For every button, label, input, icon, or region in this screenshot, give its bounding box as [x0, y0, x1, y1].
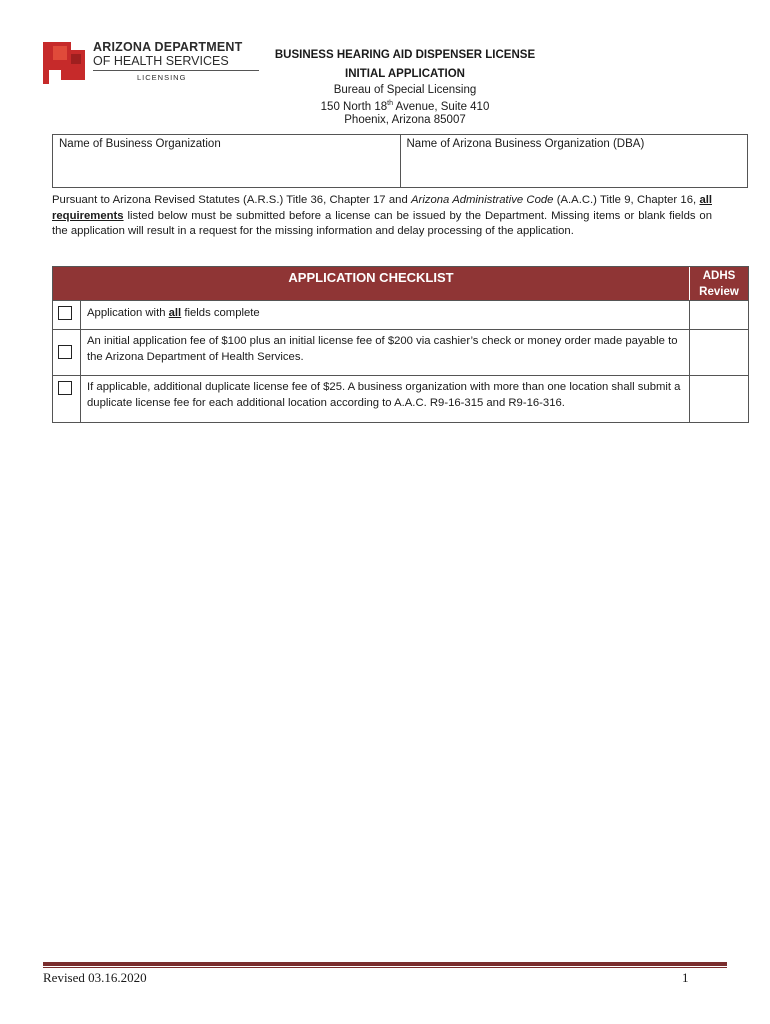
checklist-title: APPLICATION CHECKLIST [53, 267, 690, 300]
street-address-post: Avenue, Suite 410 [393, 100, 490, 113]
item-1-post: fields complete [181, 307, 260, 319]
checklist-checkbox-cell [53, 330, 81, 375]
footer-divider [43, 962, 727, 966]
city-address: Phoenix, Arizona 85007 [344, 113, 466, 126]
adhs-logo-mark-icon [41, 40, 87, 84]
item-1-bold: all [168, 307, 182, 319]
logo-line-1: ARIZONA DEPARTMENT [93, 40, 243, 54]
intro-emphasis: all requirements [52, 194, 712, 222]
checkbox[interactable] [58, 381, 72, 395]
street-address-sup: th [387, 100, 393, 107]
logo-divider [93, 70, 259, 71]
checklist-item-text: If applicable, additional duplicate license fee of $25. A business organization with more than one location shall submit a duplicate license fee for each additional location according to A.A.C. R9-16-315 and R9-16-316. [81, 376, 690, 422]
adhs-review-cell[interactable] [690, 376, 748, 422]
business-name-table [52, 134, 748, 188]
business-name-field[interactable] [53, 135, 400, 187]
street-address-pre: 150 North 18 [320, 100, 388, 113]
checklist-row [53, 376, 748, 422]
adhs-review-header-line2: Review [699, 286, 739, 298]
business-name-label: Name of Business Organization [59, 138, 221, 150]
intro-italic: Arizona Administrative Code [411, 194, 554, 206]
street-address [240, 97, 570, 114]
revision-date: Revised 03.16.2020 [43, 970, 147, 985]
intro-paragraph [52, 193, 712, 240]
checklist-row [53, 330, 748, 376]
bureau-name: Bureau of Special Licensing [333, 84, 477, 96]
adhs-logo [41, 40, 241, 86]
business-dba-field[interactable] [400, 135, 748, 187]
checklist-checkbox-cell [53, 376, 81, 422]
checklist-row [53, 301, 748, 330]
item-1-pre: Application with [87, 307, 169, 319]
checklist-checkbox-cell [53, 301, 81, 329]
document-title: BUSINESS HEARING AID DISPENSER LICENSE [274, 49, 536, 61]
logo-subtitle: LICENSING [137, 73, 187, 82]
checklist-item-text [81, 301, 690, 329]
checkbox[interactable] [58, 345, 72, 359]
page-number: 1 [682, 970, 689, 985]
application-checklist [52, 266, 749, 423]
checklist-item-text: An initial application fee of $100 plus an initial license fee of $200 via cashier’s check or money order made payable to the Arizona Department of Health Services. [81, 330, 690, 375]
footer-divider-thin [43, 967, 727, 968]
business-dba-label: Name of Arizona Business Organization (DBA) [406, 138, 645, 150]
intro-part-3: listed below must be submitted before a license can be issued by the Department. Missing items or blank fields on the application will result in a request for the missing information and delay processing of the application. [52, 209, 712, 237]
adhs-review-cell[interactable] [690, 330, 748, 375]
adhs-review-header-line1: ADHS [702, 270, 736, 282]
document-subtitle: INITIAL APPLICATION [345, 68, 465, 80]
checkbox[interactable] [58, 306, 72, 320]
adhs-review-cell[interactable] [690, 301, 748, 329]
document-header [240, 46, 570, 127]
intro-part-2: (A.A.C.) Title 9, Chapter 16, [553, 194, 700, 206]
intro-part-1: Pursuant to Arizona Revised Statutes (A.R.S.) Title 36, Chapter 17 and [52, 194, 412, 206]
checklist-header [53, 267, 748, 301]
adhs-review-header [690, 267, 748, 300]
logo-line-2: OF HEALTH SERVICES [93, 54, 229, 68]
